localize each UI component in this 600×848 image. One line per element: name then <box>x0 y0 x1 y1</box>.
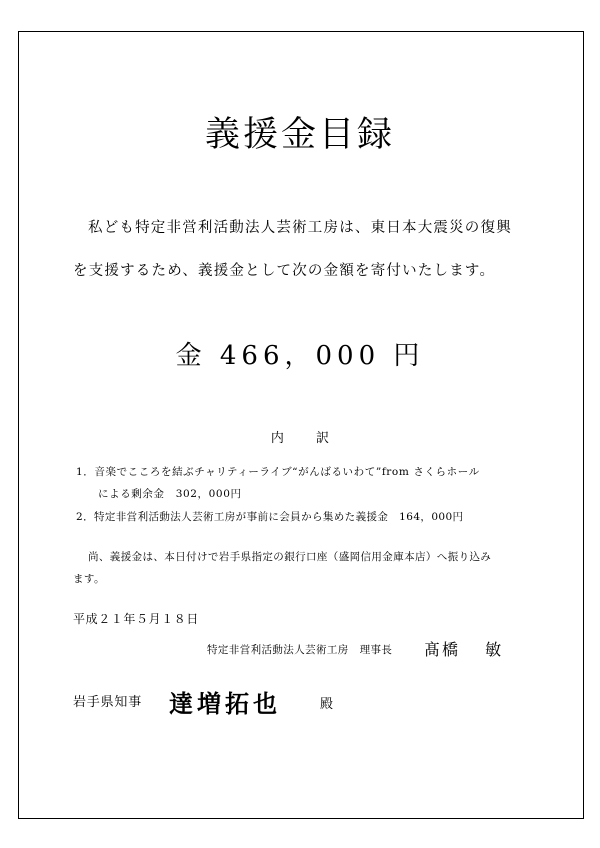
recipient-title: 岩手県知事 <box>73 695 143 710</box>
body-text-line-1: 私ども特定非営利活動法人芸術工房は、東日本大震災の復興 <box>88 220 512 236</box>
recipient-name: 達増拓也 <box>169 689 281 718</box>
sender-organization: 特定非営利活動法人芸術工房 理事長 <box>207 644 393 656</box>
recipient-honorific: 殿 <box>320 697 334 712</box>
breakdown-item-1-continued: による剰余金 302，000円 <box>98 488 242 500</box>
document-title: 義援金目録 <box>204 115 395 155</box>
breakdown-item-1: 1．音楽でこころを結ぶチャリティーライブ“がんばるいわて”from さくらホール <box>76 466 480 478</box>
sender-name: 髙橋 敏 <box>424 640 504 659</box>
document-date: 平成２１年５月１８日 <box>73 612 200 626</box>
body-text-line-2: を支援するため、義援金として次の金額を寄付いたします。 <box>73 263 496 279</box>
breakdown-item-2: 2．特定非営利活動法人芸術工房が事前に会員から集めた義援金 164，000円 <box>76 511 464 523</box>
donation-amount: 金 466，000 円 <box>175 341 425 371</box>
note-line-1: 尚、義援金は、本日付けで岩手県指定の銀行口座（盛岡信用金庫本店）へ振り込み <box>88 551 492 563</box>
note-line-2: ます。 <box>73 573 105 585</box>
breakdown-heading: 内 訳 <box>270 431 344 446</box>
